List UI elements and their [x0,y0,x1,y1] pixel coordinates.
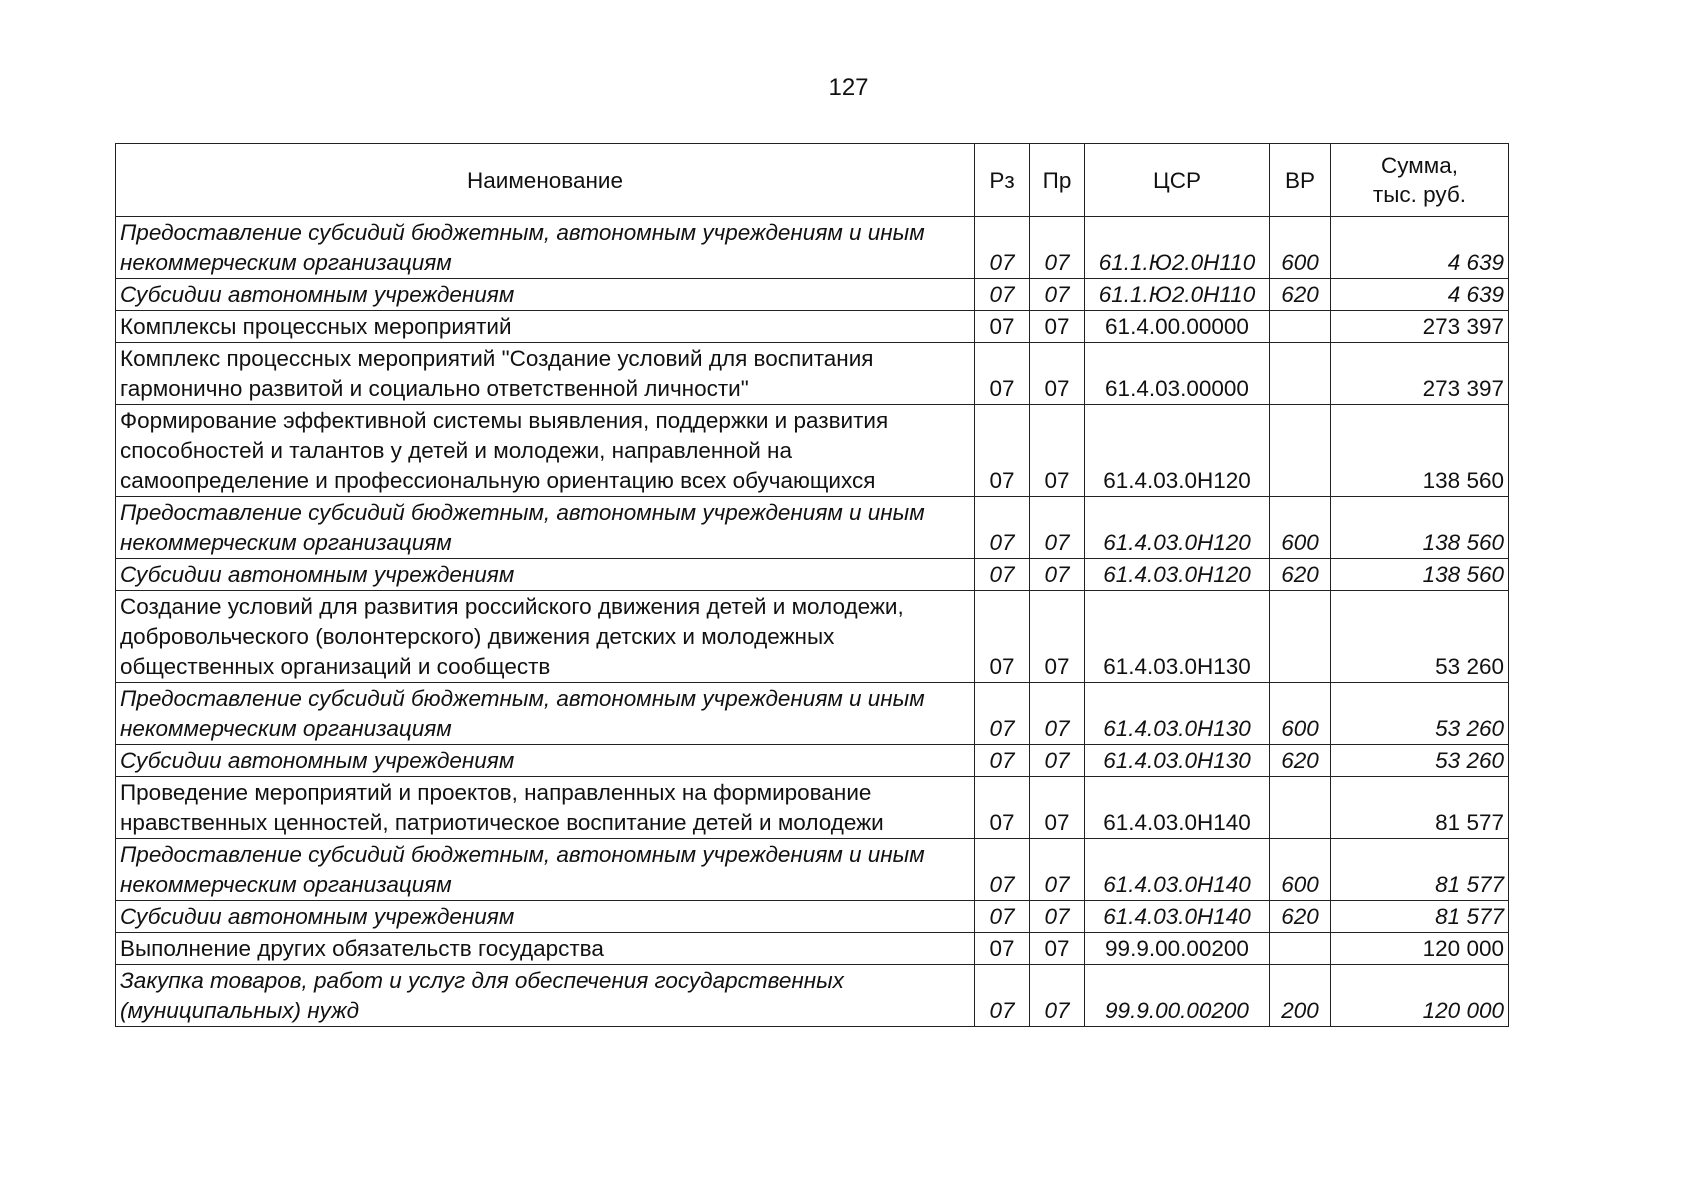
row-pr-cell: 07 [1030,777,1085,839]
page-number: 127 [828,74,869,101]
header-vr: ВР [1270,144,1331,217]
table-row [116,279,1509,311]
row-vr-cell: 620 [1270,745,1331,777]
row-sum-cell: 273 397 [1331,343,1509,405]
row-pr-cell: 07 [1030,343,1085,405]
table-row [116,405,1509,497]
row-csr-cell: 61.4.03.0Н140 [1085,777,1270,839]
table-row [116,559,1509,591]
table-row [116,965,1509,1027]
row-pr-cell: 07 [1030,279,1085,311]
row-sum-cell: 53 260 [1331,683,1509,745]
row-sum-cell: 81 577 [1331,901,1509,933]
row-name-cell: Предоставление субсидий бюджетным, автономным учреждениям и иным некоммерческим организациям [116,683,975,745]
table-header-row [116,144,1509,217]
row-rz-cell: 07 [975,405,1030,497]
row-rz-cell: 07 [975,591,1030,683]
row-vr-cell: 620 [1270,559,1331,591]
row-name-cell: Закупка товаров, работ и услуг для обеспечения государственных (муниципальных) нужд [116,965,975,1027]
table-row [116,933,1509,965]
row-csr-cell: 61.1.Ю2.0Н110 [1085,279,1270,311]
row-name-cell: Выполнение других обязательств государства [116,933,975,965]
row-csr-cell: 61.1.Ю2.0Н110 [1085,217,1270,279]
row-name-cell: Комплекс процессных мероприятий "Создание условий для воспитания гармонично развитой и социально ответственной личности" [116,343,975,405]
row-csr-cell: 61.4.03.0Н140 [1085,839,1270,901]
row-vr-cell: 200 [1270,965,1331,1027]
row-csr-cell: 61.4.03.0Н140 [1085,901,1270,933]
row-csr-cell: 61.4.03.0Н130 [1085,683,1270,745]
table-row [116,839,1509,901]
row-vr-cell [1270,591,1331,683]
row-sum-cell: 138 560 [1331,559,1509,591]
row-csr-cell: 61.4.03.0Н130 [1085,745,1270,777]
row-vr-cell: 600 [1270,497,1331,559]
row-name-cell: Субсидии автономным учреждениям [116,279,975,311]
row-sum-cell: 120 000 [1331,933,1509,965]
row-rz-cell: 07 [975,311,1030,343]
row-name-cell: Комплексы процессных мероприятий [116,311,975,343]
row-pr-cell: 07 [1030,965,1085,1027]
row-sum-cell: 53 260 [1331,591,1509,683]
row-csr-cell: 99.9.00.00200 [1085,965,1270,1027]
row-name-cell: Формирование эффективной системы выявления, поддержки и развития способностей и талантов у детей и молодежи, направленной на самоопределение и профессиональную ориентацию всех обучающихся [116,405,975,497]
row-name-cell: Создание условий для развития российского движения детей и молодежи, добровольческого (волонтерского) движения детских и молодежных общественных организаций и сообществ [116,591,975,683]
row-rz-cell: 07 [975,901,1030,933]
row-vr-cell: 620 [1270,279,1331,311]
row-rz-cell: 07 [975,933,1030,965]
row-pr-cell: 07 [1030,745,1085,777]
row-csr-cell: 99.9.00.00200 [1085,933,1270,965]
header-csr: ЦСР [1085,144,1270,217]
row-vr-cell: 600 [1270,217,1331,279]
row-pr-cell: 07 [1030,559,1085,591]
row-rz-cell: 07 [975,217,1030,279]
row-csr-cell: 61.4.03.0Н130 [1085,591,1270,683]
header-sum [1331,144,1509,217]
row-sum-cell: 81 577 [1331,777,1509,839]
row-pr-cell: 07 [1030,311,1085,343]
table-row [116,745,1509,777]
row-sum-cell: 138 560 [1331,405,1509,497]
header-sum-line1: Сумма, [1381,153,1458,178]
header-sum-line2: тыс. руб. [1372,182,1467,207]
row-rz-cell: 07 [975,279,1030,311]
row-pr-cell: 07 [1030,217,1085,279]
row-rz-cell: 07 [975,343,1030,405]
header-pr: Пр [1030,144,1085,217]
row-sum-cell: 4 639 [1331,217,1509,279]
row-rz-cell: 07 [975,965,1030,1027]
row-pr-cell: 07 [1030,405,1085,497]
table-row [116,901,1509,933]
row-vr-cell [1270,405,1331,497]
row-name-cell: Субсидии автономным учреждениям [116,559,975,591]
row-rz-cell: 07 [975,839,1030,901]
row-sum-cell: 120 000 [1331,965,1509,1027]
row-pr-cell: 07 [1030,683,1085,745]
table-row [116,217,1509,279]
row-pr-cell: 07 [1030,839,1085,901]
row-vr-cell [1270,933,1331,965]
header-rz: Рз [975,144,1030,217]
row-vr-cell [1270,343,1331,405]
row-sum-cell: 273 397 [1331,311,1509,343]
header-name: Наименование [116,144,975,217]
row-vr-cell [1270,311,1331,343]
table-row [116,591,1509,683]
row-name-cell: Проведение мероприятий и проектов, направленных на формирование нравственных ценностей, патриотическое воспитание детей и молодежи [116,777,975,839]
row-rz-cell: 07 [975,497,1030,559]
row-vr-cell: 600 [1270,839,1331,901]
row-csr-cell: 61.4.03.0Н120 [1085,405,1270,497]
row-sum-cell: 81 577 [1331,839,1509,901]
table-row [116,343,1509,405]
row-pr-cell: 07 [1030,901,1085,933]
row-name-cell: Субсидии автономным учреждениям [116,901,975,933]
row-name-cell: Субсидии автономным учреждениям [116,745,975,777]
budget-table [115,143,1509,1027]
row-name-cell: Предоставление субсидий бюджетным, автономным учреждениям и иным некоммерческим организациям [116,217,975,279]
row-rz-cell: 07 [975,777,1030,839]
row-csr-cell: 61.4.03.00000 [1085,343,1270,405]
table-row [116,777,1509,839]
row-pr-cell: 07 [1030,591,1085,683]
row-name-cell: Предоставление субсидий бюджетным, автономным учреждениям и иным некоммерческим организациям [116,839,975,901]
row-pr-cell: 07 [1030,497,1085,559]
row-vr-cell: 600 [1270,683,1331,745]
row-csr-cell: 61.4.03.0Н120 [1085,497,1270,559]
row-sum-cell: 138 560 [1331,497,1509,559]
row-rz-cell: 07 [975,559,1030,591]
row-sum-cell: 4 639 [1331,279,1509,311]
table-row [116,497,1509,559]
table-body [116,217,1509,1027]
row-name-cell: Предоставление субсидий бюджетным, автономным учреждениям и иным некоммерческим организациям [116,497,975,559]
row-csr-cell: 61.4.00.00000 [1085,311,1270,343]
row-rz-cell: 07 [975,745,1030,777]
row-vr-cell [1270,777,1331,839]
row-sum-cell: 53 260 [1331,745,1509,777]
row-rz-cell: 07 [975,683,1030,745]
table-row [116,683,1509,745]
row-pr-cell: 07 [1030,933,1085,965]
table-row [116,311,1509,343]
row-csr-cell: 61.4.03.0Н120 [1085,559,1270,591]
row-vr-cell: 620 [1270,901,1331,933]
